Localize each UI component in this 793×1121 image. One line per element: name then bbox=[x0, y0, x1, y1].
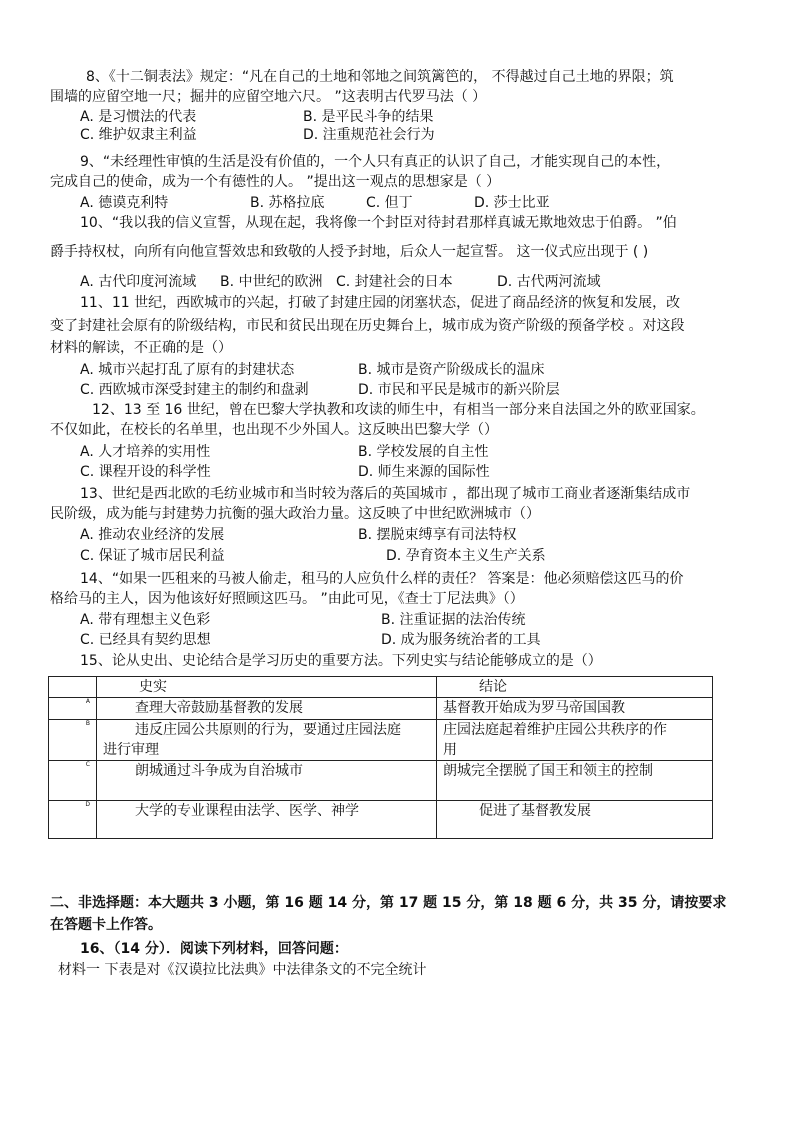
table-header-blank bbox=[49, 677, 97, 698]
q8-stem-line2: 围墙的应留空地一尺；掘井的应留空地六尺。 ”这表明古代罗马法（ ） bbox=[50, 89, 487, 105]
q10-option-d[interactable]: D. 古代两河流域 bbox=[497, 274, 601, 290]
q14-option-c[interactable]: C. 已经具有契约思想 bbox=[80, 632, 211, 648]
row-c-fact: 朗城通过斗争成为自治城市 bbox=[97, 761, 437, 801]
q12-stem-line2: 不仅如此，在校长的名单里，也出现不少外国人。这反映出巴黎大学（） bbox=[50, 422, 498, 438]
row-b-conclusion: 庄园法庭起着维护庄园公共秩序的作 用 bbox=[437, 720, 713, 761]
q13-option-a[interactable]: A. 推动农业经济的发展 bbox=[80, 527, 225, 543]
row-c-mark: C bbox=[49, 761, 97, 801]
q13-option-c[interactable]: C. 保证了城市居民利益 bbox=[80, 548, 225, 564]
table-header-conclusion: 结论 bbox=[437, 677, 713, 698]
table-row[interactable] bbox=[49, 720, 713, 761]
row-d-conclusion: 促进了基督教发展 bbox=[437, 801, 713, 839]
row-a-fact: 查理大帝鼓励基督教的发展 bbox=[97, 698, 437, 720]
q16-material-one: 材料一 下表是对《汉谟拉比法典》中法律条文的不完全统计 bbox=[58, 962, 427, 978]
row-b-fact: 违反庄园公共原则的行为，要通过庄园法庭 进行审理 bbox=[97, 720, 437, 761]
row-a-conclusion: 基督教开始成为罗马帝国国教 bbox=[437, 698, 713, 720]
q12-option-c[interactable]: C. 课程开设的科学性 bbox=[80, 464, 211, 480]
q11-option-c[interactable]: C. 西欧城市深受封建主的制约和盘剥 bbox=[80, 382, 309, 398]
table-row[interactable] bbox=[49, 801, 713, 839]
row-d-fact: 大学的专业课程由法学、医学、神学 bbox=[97, 801, 437, 839]
q16-heading: 16、（14 分）．阅读下列材料，回答问题： bbox=[80, 941, 348, 957]
q12-option-b[interactable]: B. 学校发展的自主性 bbox=[358, 444, 489, 460]
q13-stem-line2: 民阶级，成为能与封建势力抗衡的强大政治力量。这反映了中世纪欧洲城市（） bbox=[50, 506, 540, 522]
q9-option-d[interactable]: D. 莎士比亚 bbox=[474, 195, 550, 211]
q15-stem: 15、论从史出、史论结合是学习历史的重要方法。下列史实与结论能够成立的是（） bbox=[80, 653, 602, 669]
q15-options-table bbox=[48, 676, 713, 839]
q10-option-c[interactable]: C. 封建社会的日本 bbox=[336, 274, 453, 290]
q14-stem-line1: 14、“如果一匹租来的马被人偷走，租马的人应负什么样的责任？ 答案是：他必须赔偿这匹马的价 bbox=[80, 571, 684, 587]
q9-stem-line2: 完成自己的使命，成为一个有德性的人。 ”提出这一观点的思想家是（ ） bbox=[50, 174, 501, 190]
q13-option-d[interactable]: D. 孕育资本主义生产关系 bbox=[386, 548, 546, 564]
q13-option-b[interactable]: B. 摆脱束缚享有司法特权 bbox=[358, 527, 517, 543]
q8-stem-line1: 8、《十二铜表法》规定：“凡在自己的土地和邻地之间筑篱笆的， 不得越过自己土地的界限；筑 bbox=[86, 69, 674, 85]
q8-option-b[interactable]: B. 是平民斗争的结果 bbox=[303, 109, 434, 125]
part2-heading-line2: 在答题卡上作答。 bbox=[50, 917, 162, 933]
q11-stem-line2: 变了封建社会原有的阶级结构，市民和贫民出现在历史舞台上，城市成为资产阶级的预备学校 。对这段 bbox=[50, 318, 685, 334]
part2-heading-line1: 二、非选择题：本大题共 3 小题，第 16 题 14 分，第 17 题 15 分，第 18 题 6 分，共 35 分，请按要求 bbox=[50, 895, 727, 911]
table-header-row bbox=[49, 677, 713, 698]
q10-stem-line1: 10、“我以我的信义宣誓，从现在起，我将像一个封臣对待封君那样真诚无欺地效忠于伯爵。 ”伯 bbox=[80, 215, 677, 231]
q12-option-d[interactable]: D. 师生来源的国际性 bbox=[358, 464, 490, 480]
table-row[interactable] bbox=[49, 698, 713, 720]
q11-stem-line3: 材料的解读，不正确的是（） bbox=[50, 340, 232, 356]
q9-option-b[interactable]: B. 苏格拉底 bbox=[250, 195, 325, 211]
q14-option-d[interactable]: D. 成为服务统治者的工具 bbox=[381, 632, 541, 648]
q8-option-d[interactable]: D. 注重规范社会行为 bbox=[303, 127, 435, 143]
q8-option-c[interactable]: C. 维护奴隶主利益 bbox=[80, 127, 197, 143]
q13-stem-line1: 13、世纪是西北欧的毛纺业城市和当时较为落后的英国城市 ，都出现了城市工商业者逐渐集结成市 bbox=[80, 486, 691, 502]
q9-stem-line1: 9、“未经理性审慎的生活是没有价值的，一个人只有真正的认识了自己，才能实现自己的本性， bbox=[80, 154, 671, 170]
q9-option-c[interactable]: C. 但丁 bbox=[366, 195, 413, 211]
q14-stem-line2: 格给马的主人，因为他该好好照顾这匹马。 ”由此可见，《查士丁尼法典》（） bbox=[50, 591, 524, 607]
q11-stem-line1: 11、11 世纪，西欧城市的兴起，打破了封建庄园的闭塞状态，促进了商品经济的恢复和发展，改 bbox=[80, 295, 681, 311]
row-c-conclusion: 朗城完全摆脱了国王和领主的控制 bbox=[437, 761, 713, 801]
q10-option-a[interactable]: A. 古代印度河流域 bbox=[80, 274, 197, 290]
q11-option-b[interactable]: B. 城市是资产阶级成长的温床 bbox=[358, 362, 545, 378]
q11-option-a[interactable]: A. 城市兴起打乱了原有的封建状态 bbox=[80, 362, 295, 378]
q10-stem-line2: 爵手持权杖，向所有向他宣誓效忠和致敬的人授予封地，后众人一起宣誓。 这一仪式应出现于 ( ) bbox=[50, 244, 649, 260]
q10-option-b[interactable]: B. 中世纪的欧洲 bbox=[220, 274, 323, 290]
q9-option-a[interactable]: A. 德谟克利特 bbox=[80, 195, 169, 211]
table-row[interactable] bbox=[49, 761, 713, 801]
q8-option-a[interactable]: A. 是习惯法的代表 bbox=[80, 109, 197, 125]
row-b-mark: B bbox=[49, 720, 97, 761]
row-a-mark: A bbox=[49, 698, 97, 720]
row-d-mark: D bbox=[49, 801, 97, 839]
q12-option-a[interactable]: A. 人才培养的实用性 bbox=[80, 444, 211, 460]
q14-option-b[interactable]: B. 注重证据的法治传统 bbox=[381, 612, 526, 628]
q14-option-a[interactable]: A. 带有理想主义色彩 bbox=[80, 612, 211, 628]
table-header-fact: 史实 bbox=[97, 677, 437, 698]
q11-option-d[interactable]: D. 市民和平民是城市的新兴阶层 bbox=[358, 382, 560, 398]
q12-stem-line1: 12、13 至 16 世纪，曾在巴黎大学执教和攻读的师生中，有相当一部分来自法国之外的欧亚国家。 bbox=[92, 402, 705, 418]
